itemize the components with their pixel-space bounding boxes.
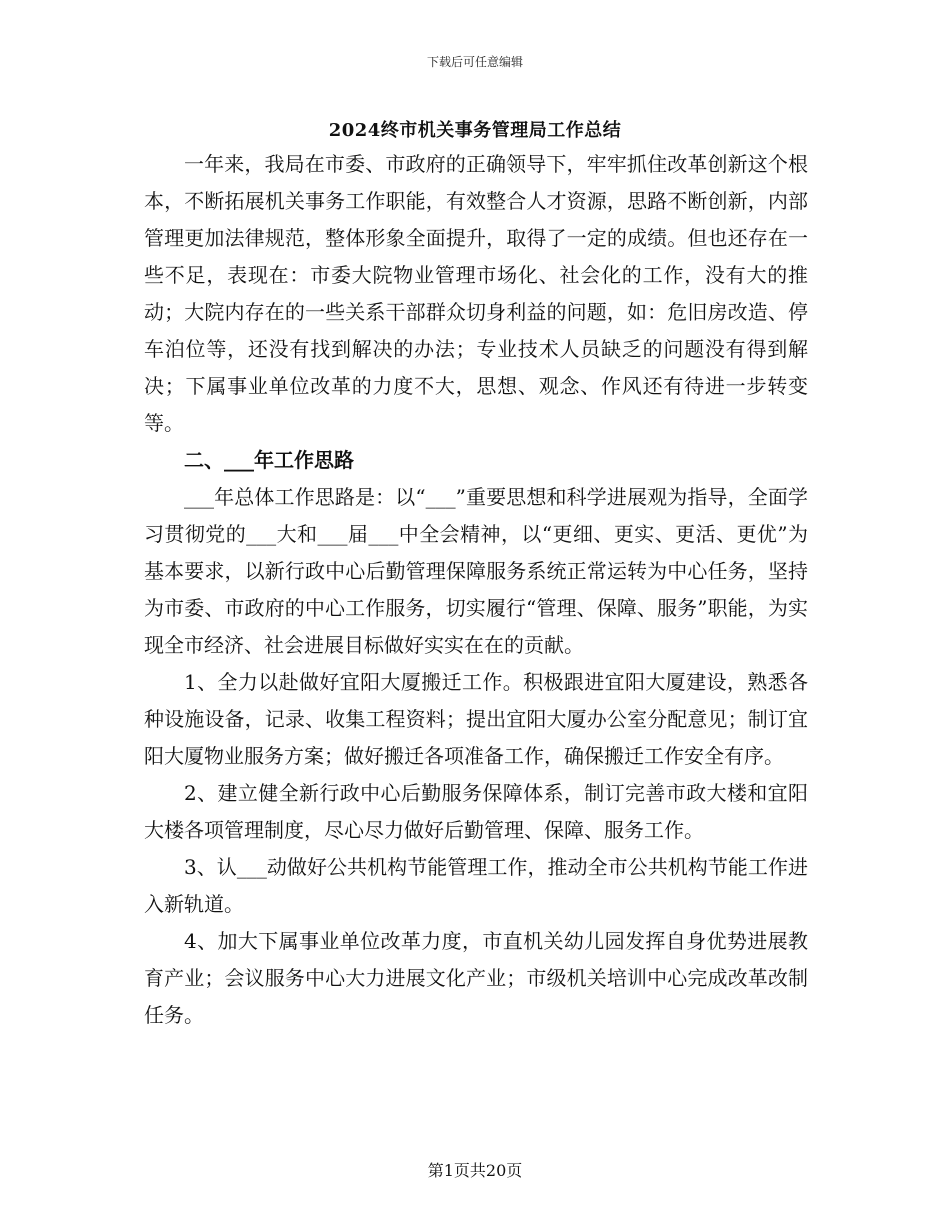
section-heading: 二、___年工作思路 [184, 448, 354, 472]
paragraph-item-4: 4、加大下属事业单位改革力度，市直机关幼儿园发挥自身优势进展教育产业；会议服务中心大力进展文化产业；市级机关培训中心完成改革改制任务。 [144, 929, 808, 1027]
paragraph-intro: 一年来，我局在市委、市政府的正确领导下，牢牢抓住改革创新这个根本，不断拓展机关事务工作职能，有效整合人才资源，思路不断创新，内部管理更加法律规范，整体形象全面提升，取得了一定的成绩。但也还存在一些不足，表现在：市委大院物业管理市场化、社会化的工作，没有大的推动；大院内存在的一些关系干部群众切身利益的问题，如：危旧房改造、停车泊位等，还没有找到解决的办法；专业技术人员缺乏的问题没有得到解决；下属事业单位改革的力度不大，思想、观念、作风还有待进一步转变等。 [144, 152, 808, 435]
page-header-note: 下载后可任意编辑 [426, 55, 523, 69]
document-title: 2024终市机关事务管理局工作总结 [328, 120, 622, 141]
paragraph-item-2: 2、建立健全新行政中心后勤服务保障体系，制订完善市政大楼和宜阳大楼各项管理制度，尽心尽力做好后勤管理、保障、服务工作。 [144, 781, 808, 842]
paragraph-item-3: 3、认___动做好公共机构节能管理工作，推动全市公共机构节能工作进入新轨道。 [144, 855, 808, 916]
paragraph-item-1: 1、全力以赴做好宜阳大厦搬迁工作。积极跟进宜阳大厦建设，熟悉各种设施设备，记录、收集工程资料；提出宜阳大厦办公室分配意见；制订宜阳大厦物业服务方案；做好搬迁各项准备工作，确保搬迁工作安全有序。 [144, 670, 808, 768]
document-body [144, 146, 808, 1034]
page-number: 第1页共20页 [427, 1161, 523, 1180]
paragraph-overall-approach: ___年总体工作思路是：以“___”重要思想和科学进展观为指导，全面学习贯彻党的___大和___届___中全会精神，以“更细、更实、更活、更优”为基本要求，以新行政中心后勤管理保障服务系统正常运转为中心任务，坚持为市委、市政府的中心工作服务，切实履行“管理、保障、服务”职能，为实现全市经济、社会进展目标做好实实在在的贡献。 [144, 485, 808, 657]
